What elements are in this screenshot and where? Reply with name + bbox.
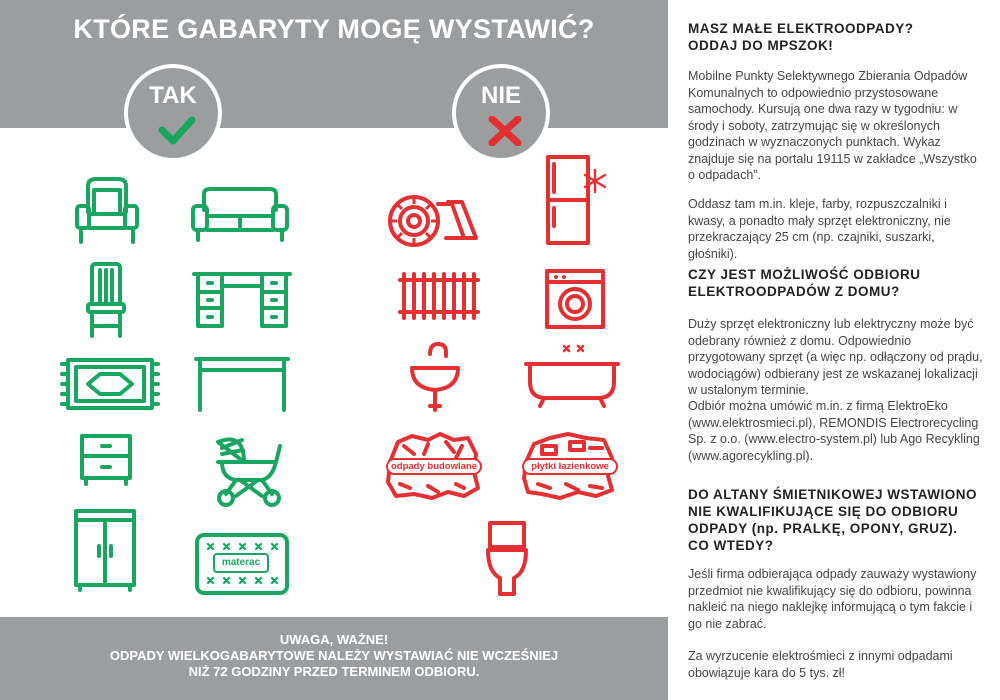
sink-icon xyxy=(408,340,462,412)
heading-bin-shelter-line-3: ODPADY (np. PRALKĘ, OPONY, GRUZ). xyxy=(688,521,958,536)
paragraph-mpszok: Mobilne Punkty Selektywnego Zbierania Odpadów Komunalnych to odpowiednio przystosowane samochody. Kursują one dwa razy w tygodniu: w środy i soboty, zatrzymując się w określonych godzinach w wyznaczonych punktach. Wykaz znajduje się na portalu 19115 w zakładce „Wszystko o odpadach”. xyxy=(688,69,977,182)
paragraph-companies: Odbiór można umówić m.in. z firmą ElektroEko (www.elektrosmieci.pl), REMONDIS Electrorecycling Sp. z o.o. (www.electro-system.pl) lub Ago Recykling (www.agorecykling.pl). xyxy=(688,399,980,463)
dresser-icon xyxy=(78,432,134,488)
chair-icon xyxy=(84,262,128,338)
rug-icon xyxy=(60,356,160,412)
toilet-icon xyxy=(484,520,530,598)
paragraph-fine: Za wyrzucenie elektrośmieci z innymi odpadami obowiązuje kara do 5 tys. zł! xyxy=(688,649,953,680)
mattress-label: materac xyxy=(213,553,269,573)
cross-icon xyxy=(486,116,524,146)
heading-bin-shelter xyxy=(688,486,988,554)
sofa-icon xyxy=(193,189,287,240)
heading-mpszok-line-2: ODDAJ DO MPSZOK! xyxy=(688,38,834,53)
bathtub-icon xyxy=(524,340,620,410)
paragraph-what-to-bring: Oddasz tam m.in. kleje, farby, rozpuszczalniki i kwasy, a ponadto mały sprzęt elektroniczny, nie przekraczający 25 cm (np. czajniki, suszarki, głośniki). xyxy=(688,197,951,261)
heading-mpszok-line-1: MASZ MAŁE ELEKTROODPADY? xyxy=(688,21,914,36)
heading-bin-shelter-line-4: CO WTEDY? xyxy=(688,538,774,553)
washing-machine-icon xyxy=(544,268,606,330)
paragraph-home-pickup: Duży sprzęt elektroniczny lub elektryczny może być odebrany również z domu. Odpowiednio przygotowany sprzęt (a więc np. odłączony od prądu, wodociągów) odbierany jest ze wskazanej lokalizacji w ustalonym terminie. xyxy=(688,317,983,397)
nie-label: NIE xyxy=(480,82,521,109)
desk-icon xyxy=(192,270,292,330)
paragraph-sticker: Jeśli firma odbierająca odpady zauważy wystawiony przedmiot nie kwalifikujący się do odbioru, powinna nakleić na niego naklejkę informującą o tym fakcie i go nie zabrać. xyxy=(688,567,977,631)
heading-home-pickup-line-2: ELEKTROODPADÓW Z DOMU? xyxy=(688,284,900,299)
tires-icon xyxy=(386,192,482,250)
heading-home-pickup xyxy=(688,266,988,300)
warning-line-3: NIŻ 72 GODZINY PRZED TERMINEM ODBIORU. xyxy=(188,664,480,679)
info-sidebar xyxy=(668,0,1000,700)
warning-line-1: UWAGA, WAŻNE! xyxy=(279,632,389,647)
wardrobe-icon xyxy=(72,508,138,592)
nie-badge xyxy=(452,64,550,162)
stroller-icon xyxy=(210,426,286,508)
tak-badge xyxy=(124,64,222,162)
tiles-label: płytki łazienkowe xyxy=(522,458,618,475)
heading-bin-shelter-line-2: NIE KWALIFIKUJĄCE SIĘ DO ODBIORU xyxy=(688,504,959,519)
rubble-label: odpady budowlane xyxy=(386,458,482,475)
warning-line-2: ODPADY WIELKOGABARYTOWE NALEŻY WYSTAWIAĆ NIE WCZEŚNIEJ xyxy=(109,648,559,663)
heading-mpszok xyxy=(688,20,988,54)
table-icon xyxy=(194,354,290,414)
heading-home-pickup-line-1: CZY JEST MOŻLIWOŚĆ ODBIORU xyxy=(688,267,921,282)
page-title: KTÓRE GABARYTY MOGĘ WYSTAWIĆ? xyxy=(73,14,595,44)
radiator-icon xyxy=(398,268,480,324)
armchair-icon xyxy=(74,176,140,246)
fridge-icon xyxy=(544,154,606,246)
tak-label: TAK xyxy=(149,82,197,109)
warning-text xyxy=(0,632,668,680)
check-icon xyxy=(158,116,196,146)
heading-bin-shelter-line-1: DO ALTANY ŚMIETNIKOWEJ WSTAWIONO xyxy=(688,487,977,502)
